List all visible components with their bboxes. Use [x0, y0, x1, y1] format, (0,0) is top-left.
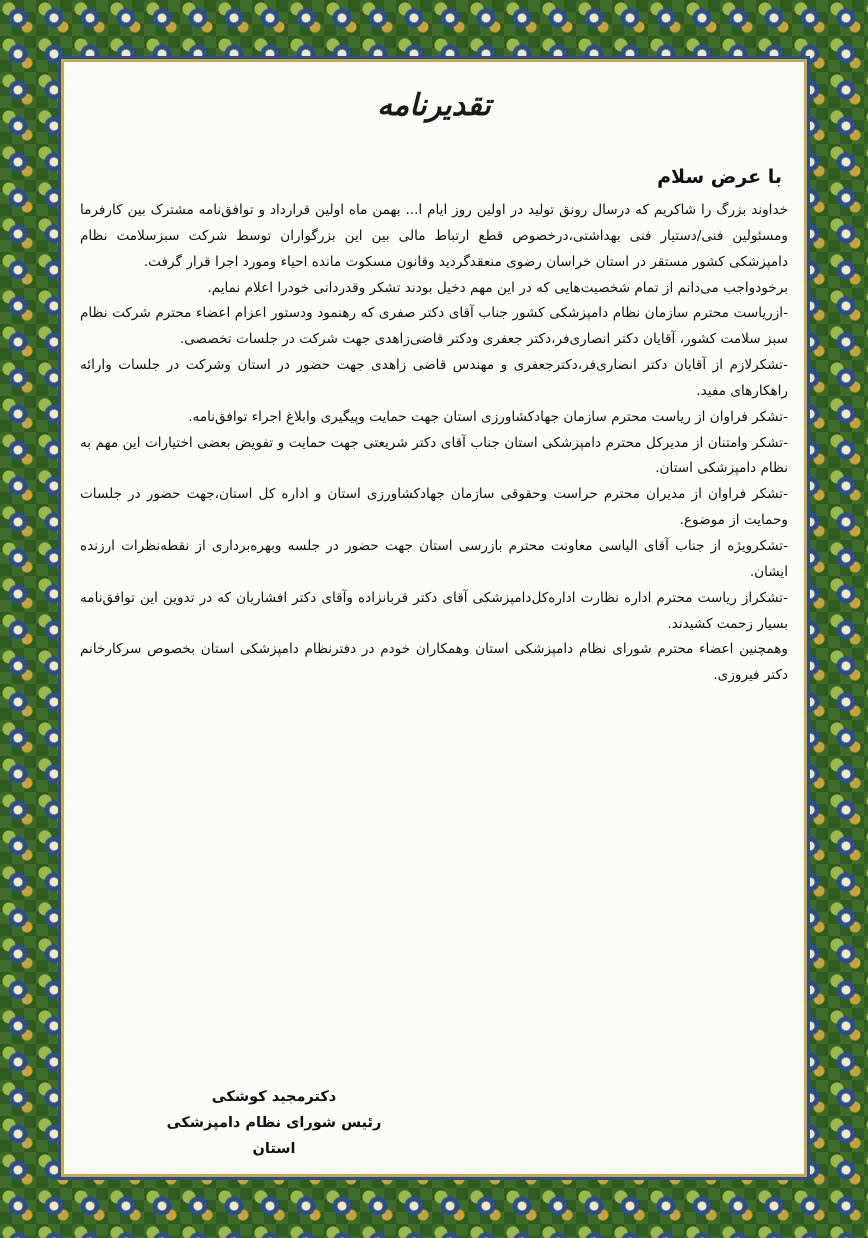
letter-page	[64, 62, 804, 1174]
salutation: با عرض سلام	[657, 166, 782, 188]
paragraph: -تشکراز ریاست محترم اداره نظارت اداره‌کل‌دامپزشکی آقای دکتر قربانزاده وآقای دکتر افشاریان که در تدوین این توافق‌نامه بسیار زحمت کشیدند.	[80, 589, 788, 632]
paragraph: -ازریاست محترم سازمان نظام دامپزشکی کشور جناب آقای دکتر صفری که رهنمود ودستور اعزام اعضاء محترم شرکت نظام سبز سلامت کشور، آقایان دکتر انصاری‌فر،دکتر جعفری ودکتر قاضی‌زاهدی جهت شرکت در جلسات تخصصی.	[80, 305, 788, 348]
paragraph: وهمچنین اعضاء محترم شورای نظام دامپزشکی استان وهمکاران خودم در دفترنظام دامپزشکی استان بخصوص سرکارخانم دکتر فیروزی.	[80, 641, 788, 684]
letter-body	[80, 198, 788, 689]
letter-title: تقدیرنامه	[377, 88, 491, 123]
signer-position: رئیس شورای نظام دامپزشکی استان	[166, 1115, 382, 1157]
signer-name: دکترمجید کوشکی	[211, 1089, 337, 1105]
paragraph: خداوند بزرگ را شاکریم که درسال رونق تولید در اولین روز ایام ا... بهمن ماه اولین قرارداد و توافق‌نامه مشترک بین کارفرما ومسئولین فنی/دستیار فنی بهداشتی،درخصوص قطع ارتباط مالی بین این بزرگواران توسط شرکت سبزسلامت نظام دامپزشکی کشور مستقر در استان خراسان رضوی منعقدگردید وقانون مسکوت مانده احیاء ومورد اجرا قرار گرفت.	[80, 202, 788, 270]
paragraph: -تشکرلازم از آقایان دکتر انصاری‌فر،دکترجعفری و مهندس قاضی زاهدی جهت حضور در استان وشرکت در جلسات وارائه راهکارهای مفید.	[80, 357, 788, 399]
paragraph: -تشکر فراوان از ریاست محترم سازمان جهادکشاورزی استان جهت حمایت وپیگیری وابلاغ اجراء توافق‌نامه.	[188, 408, 788, 425]
signature-block	[154, 1084, 394, 1162]
paragraph: -تشکرویژه از جناب آقای الیاسی معاونت محترم بازرسی استان جهت حضور در جلسه وبهره‌برداری از نقطه‌نظرات ارزنده ایشان.	[80, 537, 788, 580]
paragraph: برخودواجب می‌دانم از تمام شخصیت‌هایی که در این مهم دخیل بودند تشکر وقدردانی خودرا اعلام نمایم.	[207, 279, 788, 296]
paragraph: -تشکر فراوان از مدیران محترم حراست وحقوقی سازمان جهادکشاورزی استان و اداره کل استان،جهت حضور در جلسات وحمایت از موضوع.	[80, 486, 788, 529]
paragraph: -تشکر وامتنان از مدیرکل محترم دامپزشکی استان جناب آقای دکتر شریعتی جهت حمایت و تفویض بعضی اختیارات این مهم به نظام دامپزشکی استان.	[80, 434, 788, 477]
